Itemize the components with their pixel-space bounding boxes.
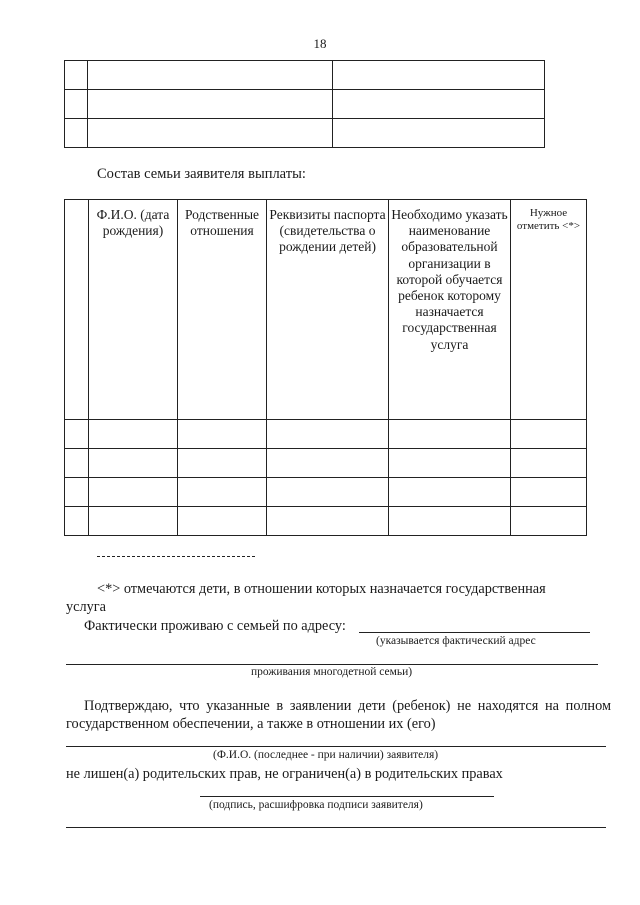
table-cell	[178, 449, 267, 478]
table-cell	[389, 507, 511, 536]
col-header-mark: Нужное отметить <*>	[511, 200, 587, 420]
table-cell	[333, 90, 545, 119]
table-cell	[65, 507, 89, 536]
page-number: 18	[313, 36, 327, 51]
footnote-line-1: <*> отмечаются дети, в отношении которых назначается государственная	[97, 581, 546, 597]
family-section-title: Состав семьи заявителя выплаты:	[97, 166, 306, 182]
table-row	[65, 507, 587, 536]
table-cell	[89, 507, 178, 536]
table-row	[65, 478, 587, 507]
table-cell	[65, 90, 88, 119]
table-cell	[89, 449, 178, 478]
confirm-line-2: государственном обеспечении, а также в отношении их (его)	[66, 716, 436, 732]
signature-input-line[interactable]	[200, 796, 494, 797]
address-caption-2: проживания многодетной семьи)	[251, 666, 413, 678]
table-cell	[88, 119, 333, 148]
signature-caption: (подпись, расшифровка подписи заявителя)	[209, 799, 423, 811]
table-header-row	[65, 200, 587, 420]
table-row	[65, 420, 587, 449]
address-caption-1: (указывается фактический адрес	[376, 635, 536, 647]
col-header-number	[65, 200, 89, 420]
col-header-fio: Ф.И.О. (дата рождения)	[89, 200, 178, 420]
col-header-school: Необходимо указать наименование образовательной организации в которой обучается ребенок которому назначается государственная услуга	[389, 200, 511, 420]
bottom-rule	[66, 827, 606, 828]
col-header-passport: Реквизиты паспорта (свидетельства о рождении детей)	[267, 200, 389, 420]
confirm-line-1: Подтверждаю, что указанные в заявлении дети (ребенок) не находятся на полном	[84, 698, 611, 714]
confirm-line-3: не лишен(а) родительских прав, не ограничен(а) в родительских правах	[66, 766, 503, 782]
table-cell	[89, 420, 178, 449]
table-cell	[89, 478, 178, 507]
table-cell	[88, 61, 333, 90]
table-cell	[267, 478, 389, 507]
table-cell	[389, 449, 511, 478]
table-cell	[65, 449, 89, 478]
table-row	[65, 119, 545, 148]
table-cell	[178, 478, 267, 507]
table-cell	[65, 420, 89, 449]
table-cell	[267, 420, 389, 449]
table-cell	[333, 119, 545, 148]
family-composition-table	[64, 199, 587, 536]
address-input-line-2[interactable]	[66, 664, 598, 665]
previous-table-rows	[64, 60, 545, 148]
table-row	[65, 61, 545, 90]
table-cell	[511, 449, 587, 478]
table-cell	[267, 507, 389, 536]
footnote-separator	[97, 556, 255, 557]
table-cell	[389, 478, 511, 507]
table-row	[65, 90, 545, 119]
col-header-relation: Родственные отношения	[178, 200, 267, 420]
table-cell	[88, 90, 333, 119]
table-cell	[65, 61, 88, 90]
address-label: Фактически проживаю с семьей по адресу:	[84, 618, 346, 634]
footnote-line-2: услуга	[66, 599, 106, 615]
address-input-line[interactable]	[359, 632, 590, 633]
table-cell	[178, 507, 267, 536]
table-row	[65, 449, 587, 478]
table-cell	[178, 420, 267, 449]
table-cell	[333, 61, 545, 90]
fio-input-line[interactable]	[66, 746, 606, 747]
table-cell	[511, 478, 587, 507]
table-cell	[267, 449, 389, 478]
table-cell	[511, 507, 587, 536]
table-cell	[65, 478, 89, 507]
table-cell	[511, 420, 587, 449]
table-cell	[65, 119, 88, 148]
fio-caption: (Ф.И.О. (последнее - при наличии) заявителя)	[213, 749, 439, 761]
table-cell	[389, 420, 511, 449]
